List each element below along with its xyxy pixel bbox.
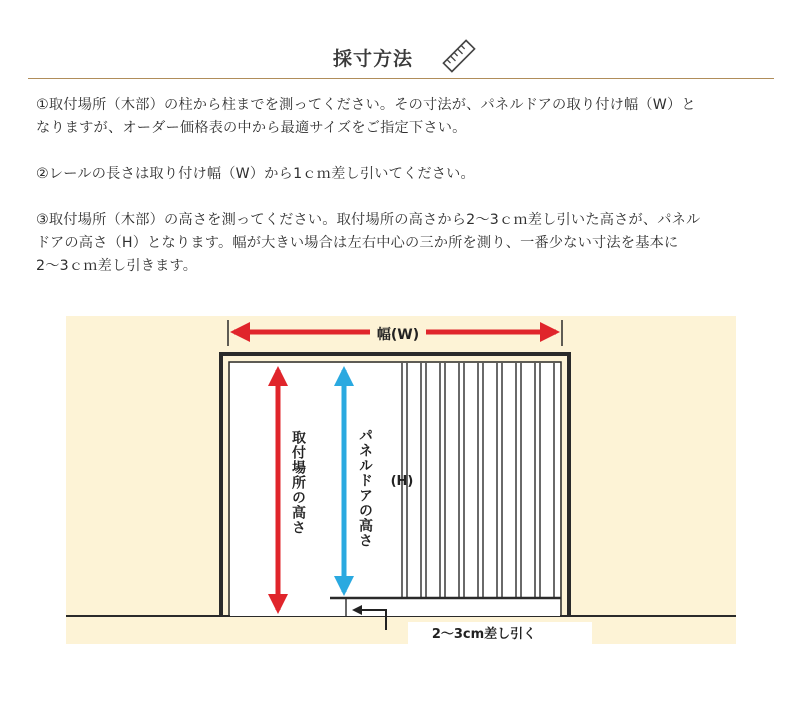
instruction-1 [36,94,776,140]
width-label: 幅(W) [376,327,420,343]
measurement-diagram [0,300,800,660]
instruction-3-line-3: 2〜3ｃｍ差し引きます。 [36,258,198,274]
title-divider [28,78,774,79]
instruction-1-line-2: なりますが、オーダー価格表の中から最適サイズをご指定下さい。 [36,120,467,136]
gap-label: 2〜3cm差し引く [431,627,537,642]
h-label: (H) [390,474,414,489]
opening-height-label: 取付場所の高さ [290,430,306,535]
page-title: 採寸方法 [333,48,414,70]
instruction-3-line-2: ドアの高さ（H）となります。幅が大きい場合は左右中心の三か所を測り、一番少ない寸法を基本に [36,235,679,251]
instruction-2 [36,163,776,186]
instruction-1-line-1: ①取付場所（木部）の柱から柱までを測ってください。その寸法が、パネルドアの取り付け幅（W）と [36,97,696,113]
ruler-icon [441,38,477,74]
door-height-label: パネルドアの高さ [357,428,373,548]
instruction-2-line-1: ②レールの長さは取り付け幅（W）から1ｃｍ差し引いてください。 [36,166,475,182]
instruction-3 [36,209,776,278]
instruction-3-line-1: ③取付場所（木部）の高さを測ってください。取付場所の高さから2〜3ｃｍ差し引いた高さが、パネル [36,212,701,228]
header [0,36,800,80]
